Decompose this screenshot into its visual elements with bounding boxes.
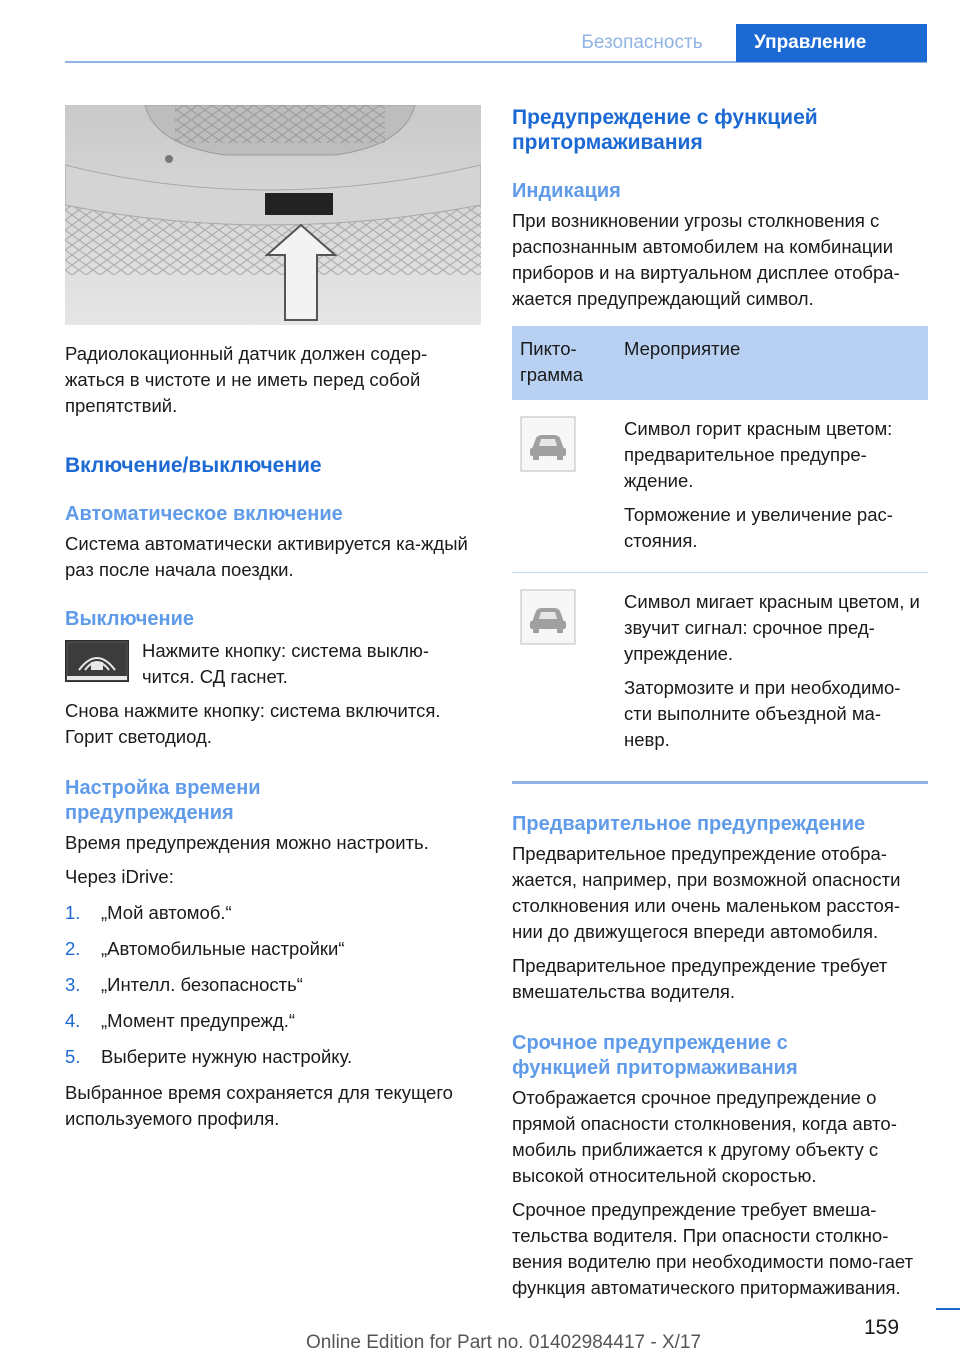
tab-safety[interactable]: Безопасность (581, 32, 703, 53)
heading-urgent-warning: Срочное предупреждение с функцией притормаживания (512, 1032, 798, 1079)
table-header-row (512, 326, 928, 400)
table-row (512, 573, 928, 772)
car-warning-icon (520, 589, 576, 645)
text-off-button: Нажмите кнопку: система выклю-чится. СД гаснет. (142, 640, 430, 687)
heading-off: Выключение (65, 608, 195, 630)
table-end-rule (512, 781, 928, 784)
heading-indication: Индикация (512, 180, 621, 202)
radar-sensor-photo (65, 105, 481, 325)
text-urgent-1: Отображается срочное предупреждение о прямой опасности столкновения, когда авто-мобиль приближается к другому объекту с высокой относительной скоростью. (512, 1087, 897, 1186)
table-cell-icon (512, 400, 616, 573)
off-button-row (65, 640, 481, 690)
page-number: 159 (864, 1316, 900, 1339)
table-cell-icon (512, 573, 616, 772)
table-cell-action: Символ мигает красным цветом, и звучит сигнал: срочное пред-упреждение. Затормозите и при необходимо-сти выполните объездной ма-невр. (624, 591, 920, 750)
text-pre-warning-1: Предварительное предупреждение отобра-жается, например, при возможной опасности столкновения или очень маленьком расстоя-нии до движущегося впереди автомобиля. (512, 843, 901, 942)
footer-edition: Online Edition for Part no. 01402984417 - X/17 (306, 1332, 702, 1353)
left-column (65, 105, 481, 1132)
heading-auto-on: Автоматическое включение (65, 503, 343, 525)
photo-caption: Радиолокационный датчик должен содер-жаться в чистоте и не иметь перед собой препятствий. (65, 343, 428, 416)
heading-warning-time: Настройка времени предупреждения (65, 777, 261, 824)
heading-pre-warning: Предварительное предупреждение (512, 813, 866, 835)
warning-table (512, 326, 928, 771)
text-pre-warning-2: Предварительное предупреждение требует вмешательства водителя. (512, 955, 888, 1002)
list-item: 2. „Автомобильные настройки“ (65, 938, 345, 959)
table-row (512, 400, 928, 573)
text-auto-on: Система автоматически активируется ка-ждый раз после начала поездки. (65, 533, 468, 580)
text-indication: При возникновении угрозы столкновения с распознанным автомобилем на комбинации приборов и на виртуальном дисплее отобра-жается предупреждающий символ. (512, 210, 900, 309)
list-item: 5. Выберите нужную настройку. (65, 1046, 353, 1067)
list-item: 3. „Интелл. безопасность“ (65, 974, 303, 995)
car-warning-icon (520, 416, 576, 472)
table-cell-action: Символ горит красным цветом: предварительное предупре-ждение. Торможение и увеличение рас-стояния. (616, 400, 928, 573)
table-header-pictogram: Пикто-грамма (512, 326, 616, 400)
table-header-action: Мероприятие (616, 326, 928, 400)
text-idrive: Через iDrive: (65, 866, 174, 887)
right-column (512, 105, 928, 1301)
tab-controls[interactable]: Управление (736, 24, 927, 62)
text-off-again: Снова нажмите кнопку: система включится. Горит светодиод. (65, 700, 441, 747)
text-warning-time: Время предупреждения можно настроить. (65, 832, 429, 853)
list-item: 4. „Момент предупрежд.“ (65, 1010, 295, 1031)
text-urgent-2: Срочное предупреждение требует вмеша-тельства водителя. При опасности столкно-вения водителю при необходимости помо-гает функция автоматического притормаживания. (512, 1199, 914, 1298)
heading-main: Предупреждение с функцией притормаживания (512, 106, 818, 154)
list-item: 1. „Мой автомоб.“ (65, 902, 232, 923)
footer-rule (936, 1308, 960, 1310)
steps-list (65, 900, 481, 1070)
collision-warning-button-icon (65, 640, 129, 682)
text-saved: Выбранное время сохраняется для текущего используемого профиля. (65, 1082, 453, 1129)
heading-on-off: Включение/выключение (65, 454, 322, 477)
